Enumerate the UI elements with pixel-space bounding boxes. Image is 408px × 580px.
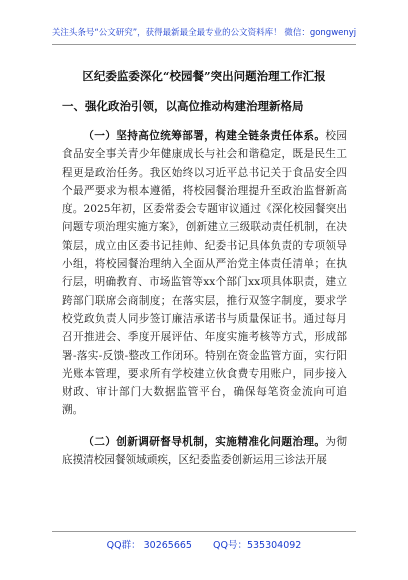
document-body [62,127,347,469]
document-title: 区纪委监委深化“校园餐”突出问题治理工作汇报 [82,69,326,83]
header-divider [52,44,356,45]
paragraph-1-text: 校园食品安全事关青少年健康成长与社会和谐稳定，既是民生工程更是政治任务。我区始终以习近平总书记关于食品安全四个最严要求为根本遵循，将校园餐治理提升至政治监督新高度。2025年初，区委常委会专题审议通过《深化校园餐突出问题专项治理实施方案》，创新建立三级联动责任机制，在决策层，成立由区委书记挂帅、纪委书记具体负责的专项领导小组，将校园餐治理纳入全面从严治党主体责任清单；在执行层，明确教育、市场监管等xx个部门xx项具体职责，建立跨部门联席会商制度；在落实层，推行双签字制度，要求学校党政负责人同步签订廉洁承诺书与质量保证书。通过每月召开推进会、季度开展评估、年度实施考核等方式，形成部署-落实-反馈-整改工作闭环。特别在资金监管方面，实行阳光账本管理，要求所有学校建立伙食费专用账户，同步接入财政、审计部门大数据监管平台，确保每笔资金流向可追溯。 [62,130,348,417]
paragraph-2 [62,433,347,470]
promo-header: 关注头条号“公文研究”，获得最新最全最专业的公文资料库！ 微信：gongwenyj [51,28,357,38]
contact-footer [0,537,408,551]
paragraph-1 [62,127,347,420]
paragraph-2-text: 为彻底摸清校园餐领域顽疾，区纪委监委创新运用三诊法开展 [62,435,348,467]
qq-number: QQ号：535304092 [213,540,302,551]
paragraph-2-lead: （二）创新调研督导机制，实施精准化问题治理。 [83,435,326,448]
section-heading-1: 一、强化政治引领，以高位推动构建治理新格局 [62,99,304,113]
footer-divider [52,531,356,532]
qq-group: QQ群： 30265665 [106,540,192,551]
paragraph-1-lead: （一）坚持高位统筹部署，构建全链条责任体系。 [83,130,326,142]
